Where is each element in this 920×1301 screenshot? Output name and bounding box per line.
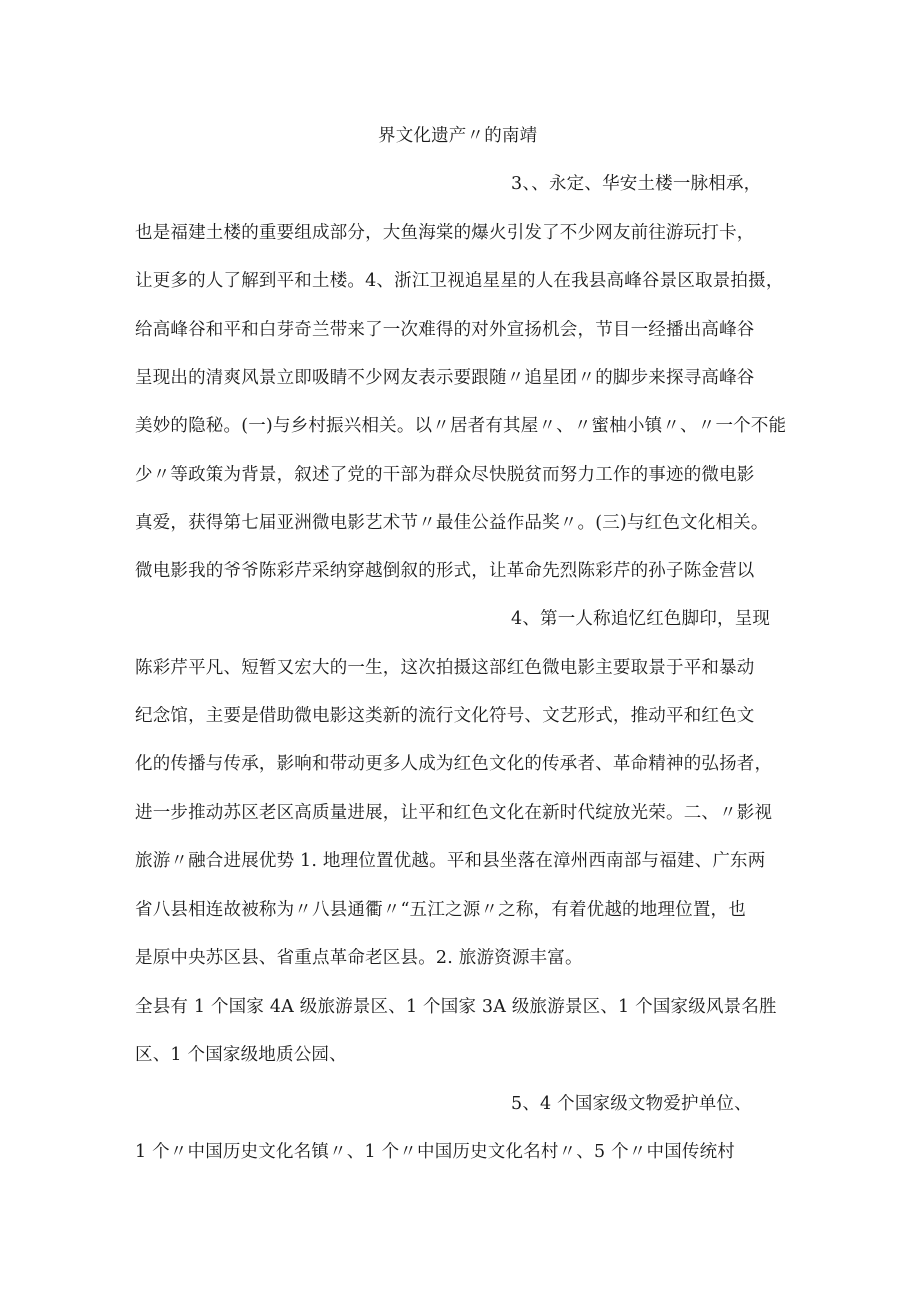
paragraph-line-21: 1 个〃中国历史文化名镇〃、1 个〃中国历史文化名村〃、5 个〃中国传统村 <box>135 1142 735 1162</box>
paragraph-line-17: 是原中央苏区县、省重点革命老区县。2. 旅游资源丰富。 <box>135 948 583 968</box>
paragraph-line-14: 进一步推动苏区老区高质量进展，让平和红色文化在新时代绽放光荣。二、〃影视 <box>135 803 773 823</box>
paragraph-line-3: 让更多的人了解到平和土楼。4、浙江卫视追星星的人在我县高峰谷景区取景拍摄， <box>135 271 784 291</box>
paragraph-line-10: 4、第一人称追忆红色脚印，呈现 <box>511 609 771 629</box>
paragraph-line-9: 微电影我的爷爷陈彩芹采纳穿越倒叙的形式，让革命先烈陈彩芹的孙子陈金营以 <box>135 561 755 581</box>
paragraph-line-5: 呈现出的清爽风景立即吸睛不少网友表示要跟随〃追星团〃的脚步来探寻高峰谷 <box>135 368 755 388</box>
paragraph-line-20: 5、4 个国家级文物爱护单位、 <box>511 1094 752 1114</box>
paragraph-line-11: 陈彩芹平凡、短暂又宏大的一生，这次拍摄这部红色微电影主要取景于平和暴动 <box>135 658 755 678</box>
heading-text: 界文化遗产〃的南靖 <box>378 126 538 146</box>
paragraph-line-18: 全县有 1 个国家 4A 级旅游景区、1 个国家 3A 级旅游景区、1 个国家级风景名胜 <box>135 997 777 1017</box>
paragraph-line-7: 少〃等政策为背景，叙述了党的干部为群众尽快脱贫而努力工作的事迹的微电影 <box>135 465 755 485</box>
paragraph-line-6: 美妙的隐秘。(一)与乡村振兴相关。以〃居者有其屋〃、〃蜜柚小镇〃、〃一个不能 <box>135 416 787 436</box>
paragraph-line-15: 旅游〃融合进展优势 1. 地理位置优越。平和县坐落在漳州西南部与福建、广东两 <box>135 851 766 871</box>
paragraph-line-8: 真爱，获得第七届亚洲微电影艺术节〃最佳公益作品奖〃。(三)与红色文化相关。 <box>135 513 769 533</box>
paragraph-line-2: 也是福建土楼的重要组成部分，大鱼海棠的爆火引发了不少网友前往游玩打卡， <box>135 223 755 243</box>
paragraph-line-1: 3、、永定、华安土楼一脉相承， <box>511 174 762 194</box>
paragraph-line-16: 省八县相连故被称为〃八县通衢〃“五江之源〃之称，有着优越的地理位置，也 <box>135 900 746 920</box>
paragraph-line-19: 区、1 个国家级地质公园、 <box>135 1045 347 1065</box>
paragraph-line-13: 化的传播与传承，影响和带动更多人成为红色文化的传承者、革命精神的弘扬者， <box>135 754 773 774</box>
paragraph-line-4: 给高峰谷和平和白芽奇兰带来了一次难得的对外宣扬机会，节目一经播出高峰谷 <box>135 320 755 340</box>
paragraph-line-12: 纪念馆，主要是借助微电影这类新的流行文化符号、文艺形式，推动平和红色文 <box>135 706 755 726</box>
